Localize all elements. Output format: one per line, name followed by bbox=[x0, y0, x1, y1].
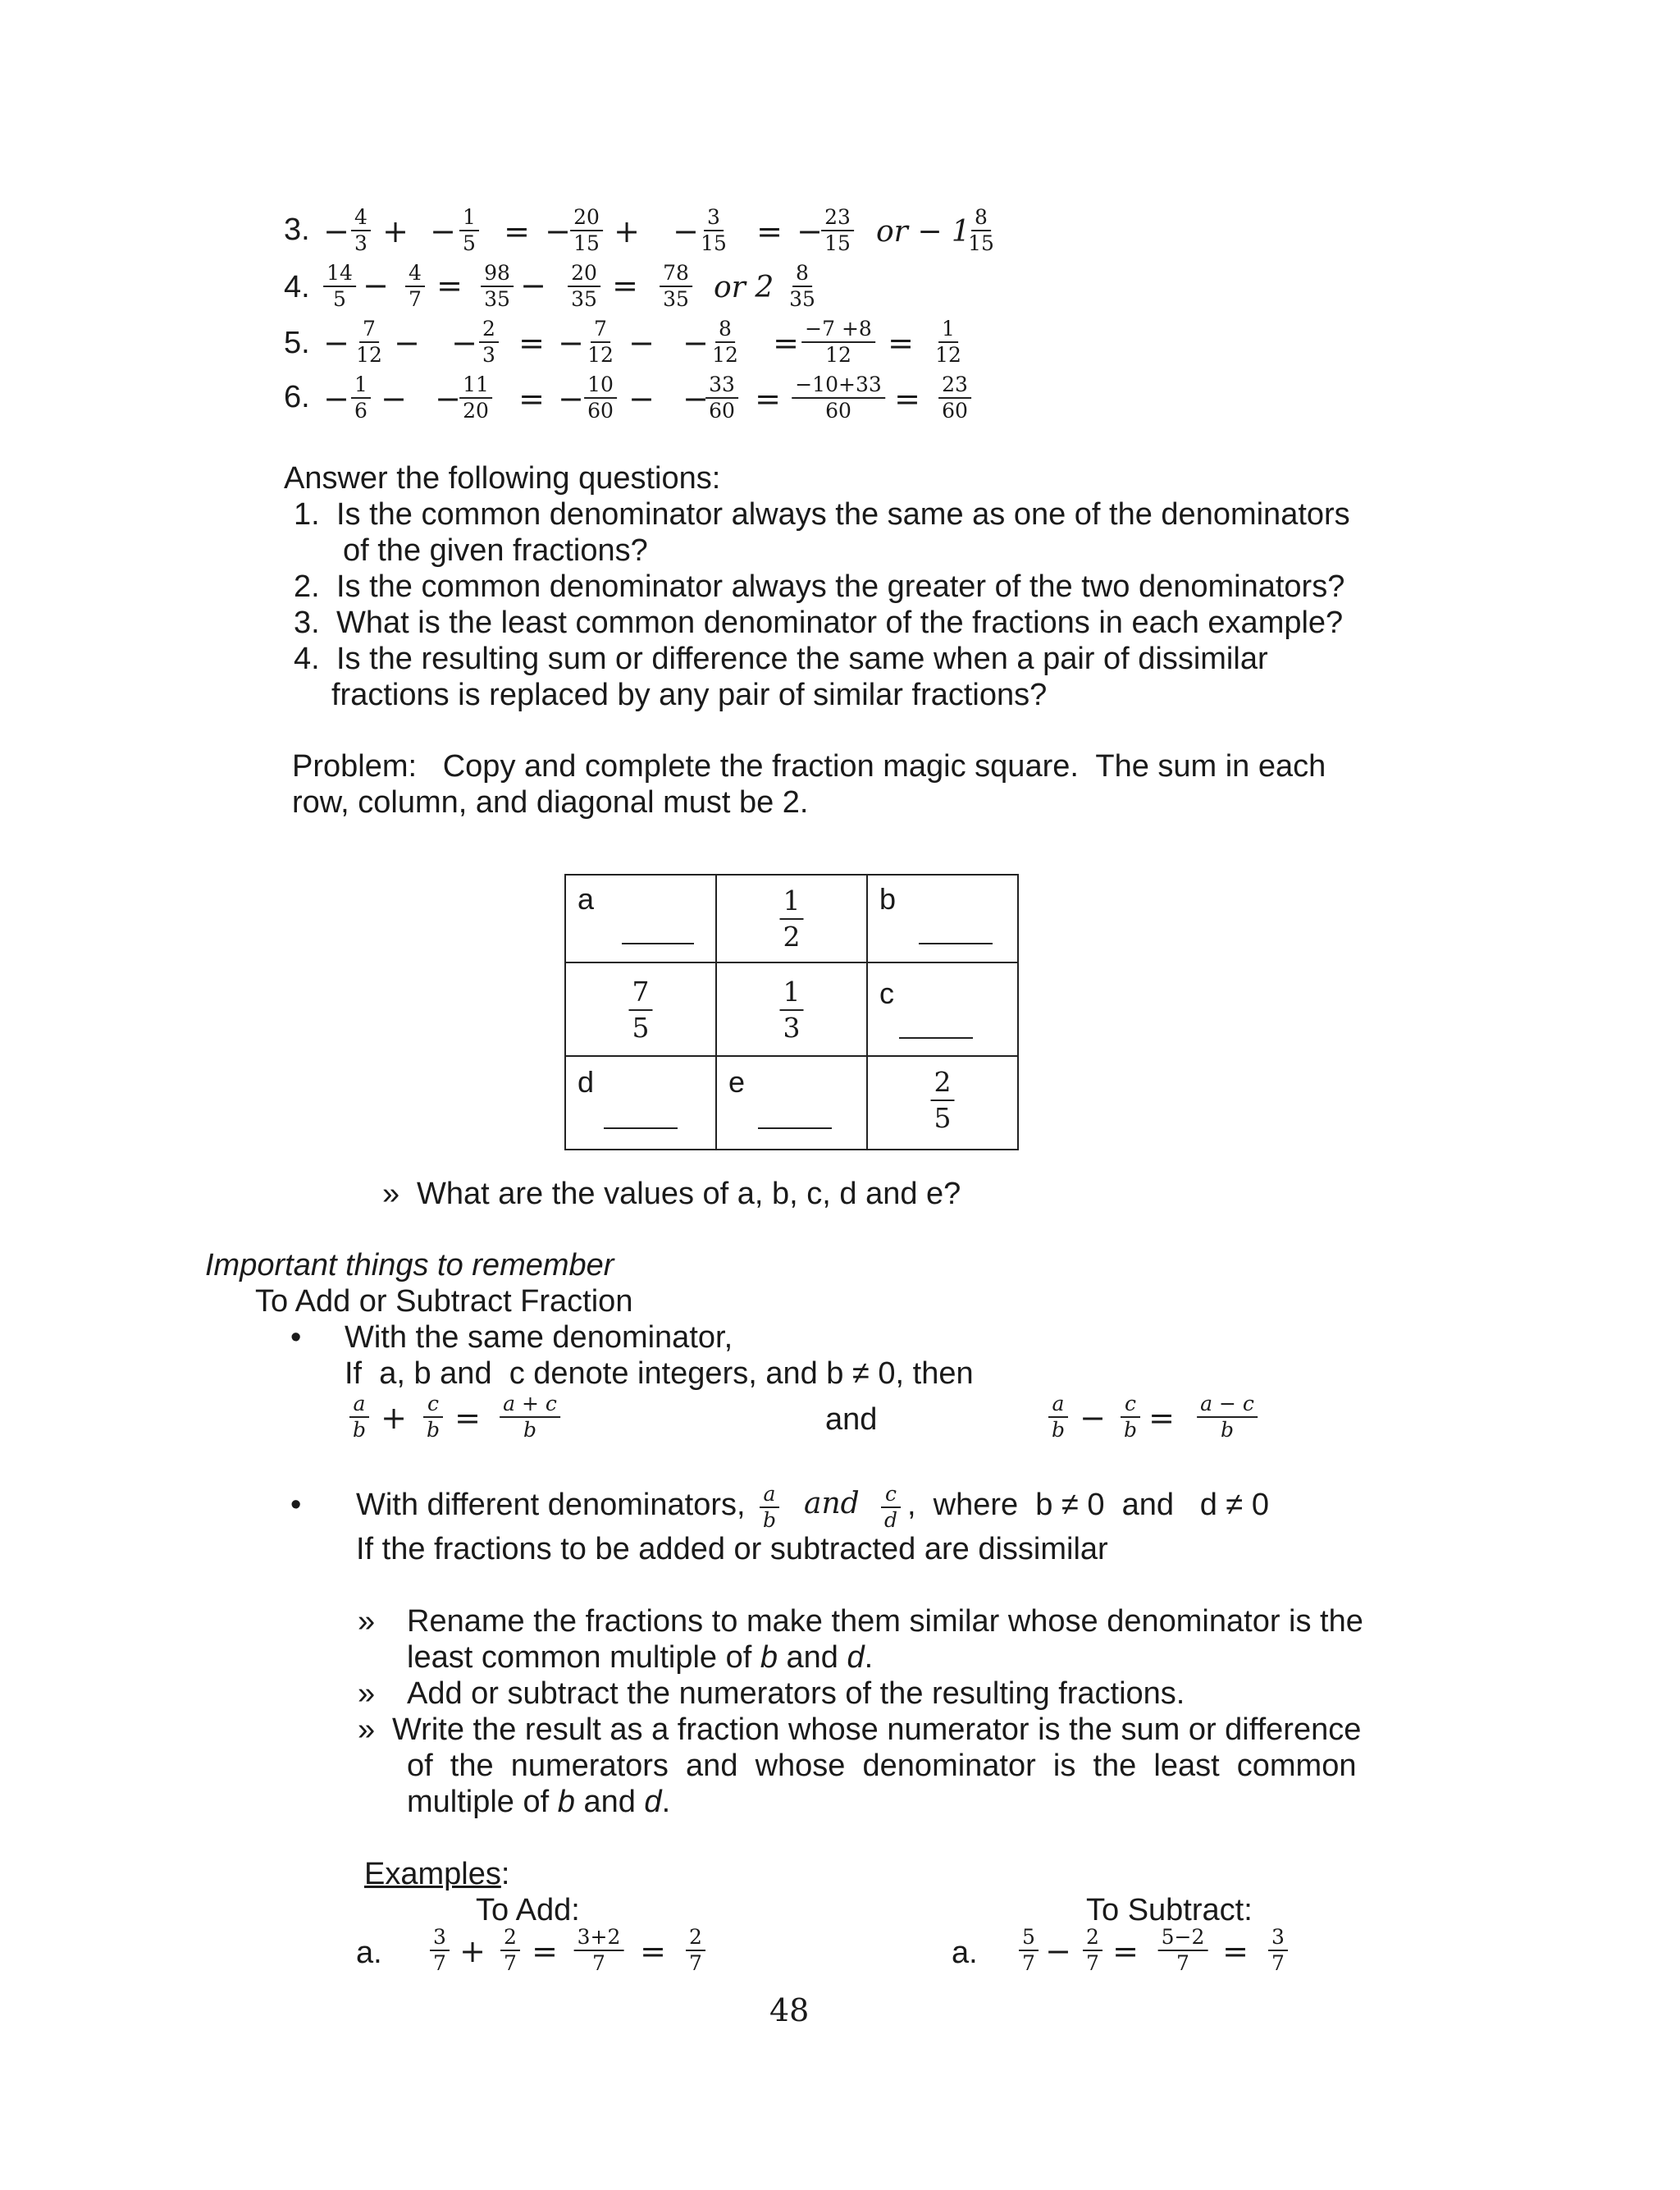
minus-sign: − bbox=[682, 325, 709, 361]
cell-r1c2 bbox=[716, 875, 867, 962]
fraction: $\frac{23}{15}$ bbox=[821, 205, 854, 256]
bullet-text: If a, b and c denote integers, and b ≠ 0, then bbox=[345, 1356, 974, 1391]
plus-sign: + bbox=[381, 1400, 407, 1436]
fraction: $\frac{3}{7}$ bbox=[1268, 1925, 1288, 1976]
step-marker: » bbox=[358, 1676, 376, 1711]
section-subtitle: To Add or Subtract Fraction bbox=[255, 1284, 633, 1319]
equals-sign: = bbox=[773, 325, 799, 361]
fraction: $\frac{8}{15}$ bbox=[968, 205, 994, 255]
example-number: 4. bbox=[284, 270, 310, 304]
plus-sign: + bbox=[382, 213, 409, 249]
example-label: a. bbox=[356, 1936, 382, 1970]
fraction: $\frac{2}{7}$ bbox=[686, 1925, 705, 1976]
step-text: Rename the fractions to make them similar whose denominator is the bbox=[407, 1604, 1363, 1639]
equals-sign: = bbox=[518, 325, 545, 361]
fraction: $\frac{20}{35}$ bbox=[568, 261, 600, 312]
bullet-text: , where b ≠ 0 and d ≠ 0 bbox=[907, 1488, 1269, 1522]
question-text: Is the common denominator always the greater of the two denominators? bbox=[336, 569, 1345, 604]
problem-text: row, column, and diagonal must be 2. bbox=[292, 785, 809, 820]
cell-label: a bbox=[578, 882, 595, 916]
cell-label: d bbox=[578, 1065, 595, 1099]
equals-sign: = bbox=[894, 381, 920, 417]
fraction: $\frac{7}{5}$ bbox=[629, 975, 653, 1045]
problem-question: What are the values of a, b, c, d and e? bbox=[417, 1177, 961, 1211]
bullet-text: With different denominators, bbox=[356, 1488, 746, 1522]
minus-sign: − bbox=[363, 267, 389, 304]
fraction: $\frac{c}{d}$ bbox=[881, 1482, 901, 1533]
step-marker: » bbox=[358, 1604, 376, 1639]
step-text: Write the result as a fraction whose numerator is the sum or difference bbox=[392, 1712, 1362, 1747]
and-word: and bbox=[804, 1487, 860, 1520]
fraction: $\frac{3}{15}$ bbox=[701, 205, 727, 255]
equals-sign: = bbox=[756, 213, 783, 249]
fraction: $\frac{-10+33}{60}$ bbox=[792, 373, 885, 423]
fraction: $\frac{a}{b}$ bbox=[349, 1392, 369, 1442]
bullet-icon: • bbox=[290, 1488, 302, 1522]
fraction: $\frac{c}{b}$ bbox=[423, 1392, 443, 1442]
question-text: Is the resulting sum or difference the same when a pair of dissimilar bbox=[336, 642, 1268, 676]
minus-sign: − bbox=[682, 381, 709, 417]
question-number: 4. bbox=[294, 642, 320, 676]
fraction: $\frac{23}{60}$ bbox=[938, 373, 971, 423]
minus-sign: − bbox=[451, 325, 477, 361]
equals-sign: = bbox=[755, 381, 781, 417]
answer-blank[interactable] bbox=[622, 943, 694, 944]
step-text: Add or subtract the numerators of the resulting fractions. bbox=[407, 1676, 1185, 1711]
minus-sign: − bbox=[323, 213, 349, 249]
add-label: To Add: bbox=[476, 1893, 580, 1927]
cell-label: c bbox=[879, 976, 894, 1010]
fraction: $\frac{3}{7}$ bbox=[430, 1925, 450, 1976]
fraction: $\frac{a + c}{b}$ bbox=[500, 1392, 560, 1442]
mixed-number-alt: or 2 bbox=[714, 271, 774, 304]
step-text: least common multiple of b and d. bbox=[407, 1640, 874, 1675]
fraction: $\frac{1}{3}$ bbox=[780, 975, 804, 1045]
examples-heading: Examples: bbox=[364, 1857, 510, 1891]
step-marker: » bbox=[358, 1712, 376, 1747]
magic-square bbox=[564, 874, 1019, 1150]
fraction: $\frac{c}{b}$ bbox=[1121, 1392, 1140, 1442]
minus-sign: − bbox=[797, 213, 823, 249]
cell-c[interactable] bbox=[867, 962, 1018, 1056]
question-text: Is the common denominator always the same as one of the denominators bbox=[336, 497, 1350, 532]
fraction: $\frac{2}{5}$ bbox=[931, 1065, 955, 1136]
answer-blank[interactable] bbox=[604, 1127, 678, 1129]
cell-a[interactable] bbox=[565, 875, 716, 962]
bullet-icon: • bbox=[290, 1320, 302, 1355]
cell-r2c2 bbox=[716, 962, 867, 1056]
example-number: 5. bbox=[284, 326, 310, 360]
minus-sign: − bbox=[628, 381, 655, 417]
question-text: What is the least common denominator of the fractions in each example? bbox=[336, 606, 1344, 640]
equals-sign: = bbox=[436, 267, 463, 304]
question-marker: » bbox=[382, 1177, 400, 1211]
cell-e[interactable] bbox=[716, 1056, 867, 1150]
minus-sign: − bbox=[323, 381, 349, 417]
fraction: $\frac{14}{5}$ bbox=[323, 261, 356, 312]
plus-sign: + bbox=[614, 213, 640, 249]
fraction: $\frac{5}{7}$ bbox=[1019, 1925, 1039, 1976]
minus-sign: − bbox=[558, 325, 584, 361]
answer-blank[interactable] bbox=[919, 943, 993, 944]
bullet-text: If the fractions to be added or subtracted are dissimilar bbox=[356, 1532, 1108, 1566]
cell-r2c1 bbox=[565, 962, 716, 1056]
section-title: Important things to remember bbox=[205, 1248, 614, 1282]
minus-sign: − bbox=[1045, 1933, 1071, 1969]
minus-sign: − bbox=[628, 325, 655, 361]
step-text: multiple of b and d. bbox=[407, 1785, 671, 1819]
fraction: $\frac{a}{b}$ bbox=[1048, 1392, 1068, 1442]
mixed-number-alt: or − 1 bbox=[876, 215, 970, 249]
minus-sign: − bbox=[1080, 1400, 1106, 1436]
minus-sign: − bbox=[558, 381, 584, 417]
fraction: $\frac{3+2}{7}$ bbox=[574, 1925, 624, 1976]
fraction: $\frac{2}{7}$ bbox=[500, 1925, 520, 1976]
fraction: $\frac{10}{60}$ bbox=[584, 373, 617, 423]
equals-sign: = bbox=[1222, 1933, 1249, 1969]
example-label: a. bbox=[952, 1936, 978, 1970]
question-number: 1. bbox=[294, 497, 320, 532]
minus-sign: − bbox=[381, 381, 407, 417]
step-text: of the numerators and whose denominator is the least common bbox=[407, 1749, 1357, 1783]
minus-sign: − bbox=[435, 381, 461, 417]
fraction: $\frac{1}{12}$ bbox=[935, 317, 961, 367]
fraction: $\frac{-7 +8}{12}$ bbox=[801, 317, 875, 368]
plus-sign: + bbox=[459, 1933, 486, 1969]
fraction: $\frac{33}{60}$ bbox=[705, 373, 738, 423]
fraction: $\frac{1}{5}$ bbox=[459, 205, 479, 256]
cell-d[interactable] bbox=[565, 1056, 716, 1150]
fraction: $\frac{8}{12}$ bbox=[712, 317, 738, 367]
fraction: $\frac{5-2}{7}$ bbox=[1158, 1925, 1208, 1976]
fraction: $\frac{2}{3}$ bbox=[479, 317, 499, 368]
equals-sign: = bbox=[1112, 1933, 1139, 1969]
question-number: 2. bbox=[294, 569, 320, 604]
bullet-text: With the same denominator, bbox=[345, 1320, 733, 1355]
equals-sign: = bbox=[612, 267, 638, 304]
fraction: $\frac{a - c}{b}$ bbox=[1197, 1392, 1258, 1442]
minus-sign: − bbox=[430, 213, 456, 249]
equals-sign: = bbox=[1148, 1400, 1175, 1436]
equals-sign: = bbox=[518, 381, 545, 417]
page-number: 48 bbox=[769, 1992, 810, 2028]
example-number: 6. bbox=[284, 380, 310, 414]
fraction: $\frac{4}{3}$ bbox=[351, 205, 371, 256]
answer-blank[interactable] bbox=[899, 1037, 973, 1039]
fraction: $\frac{2}{7}$ bbox=[1083, 1925, 1102, 1976]
questions-heading: Answer the following questions: bbox=[284, 461, 721, 496]
problem-text: Problem: Copy and complete the fraction magic square. The sum in each bbox=[292, 749, 1326, 784]
question-number: 3. bbox=[294, 606, 320, 640]
equals-sign: = bbox=[454, 1400, 481, 1436]
answer-blank[interactable] bbox=[758, 1127, 832, 1129]
minus-sign: − bbox=[673, 213, 699, 249]
minus-sign: − bbox=[520, 267, 546, 304]
example-number: 3. bbox=[284, 213, 310, 247]
minus-sign: − bbox=[394, 325, 420, 361]
cell-r3c3 bbox=[867, 1056, 1018, 1150]
fraction: $\frac{7}{12}$ bbox=[356, 317, 382, 367]
cell-label: e bbox=[728, 1065, 746, 1099]
fraction: $\frac{78}{35}$ bbox=[660, 261, 692, 312]
question-text: of the given fractions? bbox=[343, 533, 648, 568]
cell-b[interactable] bbox=[867, 875, 1018, 962]
fraction: $\frac{20}{15}$ bbox=[570, 205, 603, 256]
subtract-label: To Subtract: bbox=[1086, 1893, 1253, 1927]
equals-sign: = bbox=[504, 213, 530, 249]
equals-sign: = bbox=[532, 1933, 558, 1969]
minus-sign: − bbox=[545, 213, 571, 249]
cell-label: b bbox=[879, 882, 897, 916]
fraction: $\frac{1}{2}$ bbox=[780, 884, 804, 954]
minus-sign: − bbox=[323, 325, 349, 361]
fraction: $\frac{1}{6}$ bbox=[351, 373, 371, 423]
question-text: fractions is replaced by any pair of similar fractions? bbox=[331, 678, 1048, 712]
fraction: $\frac{a}{b}$ bbox=[760, 1482, 779, 1533]
equals-sign: = bbox=[640, 1933, 666, 1969]
fraction: $\frac{11}{20}$ bbox=[459, 373, 492, 423]
fraction: $\frac{98}{35}$ bbox=[481, 261, 514, 312]
and-word: and bbox=[825, 1402, 878, 1437]
equals-sign: = bbox=[888, 325, 914, 361]
fraction: $\frac{8}{35}$ bbox=[789, 261, 815, 311]
fraction: $\frac{4}{7}$ bbox=[405, 261, 425, 312]
fraction: $\frac{7}{12}$ bbox=[587, 317, 614, 367]
